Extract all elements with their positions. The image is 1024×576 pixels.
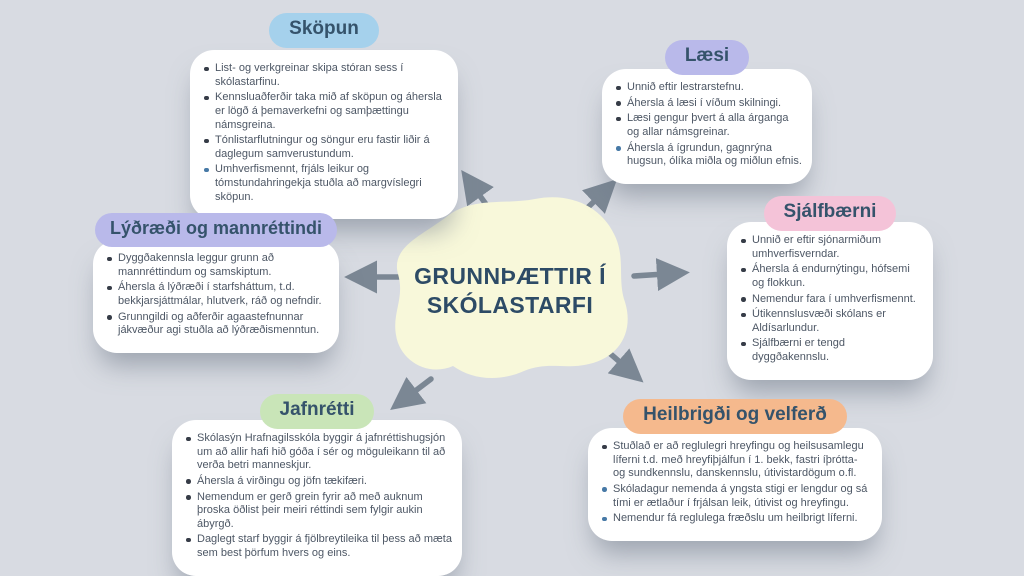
node-label-skopun: Sköpun	[269, 13, 379, 48]
bullet-item: Nemendur fá reglulega fræðslu um heilbrigt líferni.	[613, 512, 872, 526]
node-label-heilbrigdi: Heilbrigði og velferð	[623, 399, 847, 434]
node-heilbrigdi	[588, 399, 882, 541]
node-sjalfbaerni	[727, 196, 933, 380]
bullet-item: Skóladagur nemenda á yngsta stigi er lengdur og sá tími er ætlaður í frjálsan leik, útivist og hreyfingu.	[613, 483, 872, 510]
bullet-item: Daglegt starf byggir á fjölbreytileika til þess að mæta sem best þörfum hvers og eins.	[197, 533, 452, 559]
center-title: GRUNNÞÆTTIR Í SKÓLASTARFI	[414, 263, 606, 318]
bullet-item: Dyggðakennsla leggur grunn að mannréttindum og samskiptum.	[118, 252, 329, 279]
bullet-item: Útikennslusvæði skólans er Aldísarlundur.	[752, 308, 923, 335]
node-label-lydraedi: Lýðræði og mannréttindi	[95, 213, 337, 247]
bullet-item: Skólasýn Hrafnagilsskóla byggir á jafnréttishugsjón um að allir hafi hið góða í sér og möguleikann til að verða betri manneskjur.	[197, 432, 452, 473]
bullet-list-jafnretti	[180, 432, 452, 561]
bullet-item: Unnið er eftir sjónarmiðum umhverfisverndar.	[752, 234, 923, 261]
arrow-to-sjalfbaerni	[634, 273, 680, 276]
bullet-item: List- og verkgreinar skipa stóran sess í skólastarfinu.	[215, 62, 448, 89]
bullet-item: Nemendur fara í umhverfismennt.	[752, 293, 923, 307]
bullet-list-sjalfbaerni	[735, 234, 923, 365]
bullet-item: Áhersla á virðingu og jöfn tækifæri.	[197, 475, 452, 489]
bullet-list-heilbrigdi	[596, 440, 872, 526]
bullet-list-lydraedi	[101, 252, 329, 338]
bullet-list-laesi	[610, 81, 802, 169]
bullet-item: Stuðlað er að reglulegri hreyfingu og heilsusamlegu líferni t.d. með hreyfiþjálfun í 1. bekk, fastri íþrótta- og sundkennslu, danskennslu, útivistardögum o.fl.	[613, 440, 872, 481]
bullet-list-skopun	[198, 62, 448, 204]
bullet-item: Læsi gengur þvert á alla árganga og allar námsgreinar.	[627, 112, 802, 139]
bullet-item: Kennsluaðferðir taka mið af sköpun og áhersla er lögð á þemaverkefni og samþættingu námsgreina.	[215, 91, 448, 132]
bullet-item: Umhverfismennt, frjáls leikur og tómstundahringekja stuðla að margvíslegri sköpun.	[215, 163, 448, 204]
bullet-item: Áhersla á lýðræði í starfsháttum, t.d. bekkjarsjáttmálar, hlutverk, ráð og nefndir.	[118, 281, 329, 308]
node-card-jafnretti	[172, 420, 462, 576]
bullet-item: Tónlistarflutningur og söngur eru fastir liðir á daglegum samverustundum.	[215, 134, 448, 161]
node-lydraedi	[84, 213, 348, 353]
node-card-laesi	[602, 69, 812, 184]
bullet-item: Áhersla á læsi í víðum skilningi.	[627, 97, 802, 111]
bullet-item: Áhersla á ígrundun, gagnrýna hugsun, ólíka miðla og miðlun efnis.	[627, 141, 802, 168]
bullet-item: Grunngildi og aðferðir agaastefnunnar jákvæður agi stuðla að lýðræðismenntun.	[118, 311, 329, 338]
node-jafnretti	[172, 394, 462, 576]
node-label-jafnretti: Jafnrétti	[260, 394, 375, 429]
node-card-sjalfbaerni	[727, 222, 933, 380]
bullet-item: Unnið eftir lestrarstefnu.	[627, 81, 802, 95]
bullet-item: Sjálfbærni er tengd dyggðakennslu.	[752, 337, 923, 364]
node-label-sjalfbaerni: Sjálfbærni	[764, 196, 897, 231]
bullet-item: Nemendum er gerð grein fyrir að með auknum þroska öðlist þeir meiri réttindi sem fylgir aukin ábyrgð.	[197, 491, 452, 532]
node-laesi	[602, 40, 812, 184]
bullet-item: Áhersla á endurnýtingu, hófsemi og flokkun.	[752, 263, 923, 290]
center-node	[383, 190, 637, 392]
node-card-skopun	[190, 50, 458, 219]
node-label-laesi: Læsi	[665, 40, 749, 75]
node-card-lydraedi	[93, 240, 339, 353]
node-skopun	[190, 13, 458, 219]
node-card-heilbrigdi	[588, 428, 882, 541]
